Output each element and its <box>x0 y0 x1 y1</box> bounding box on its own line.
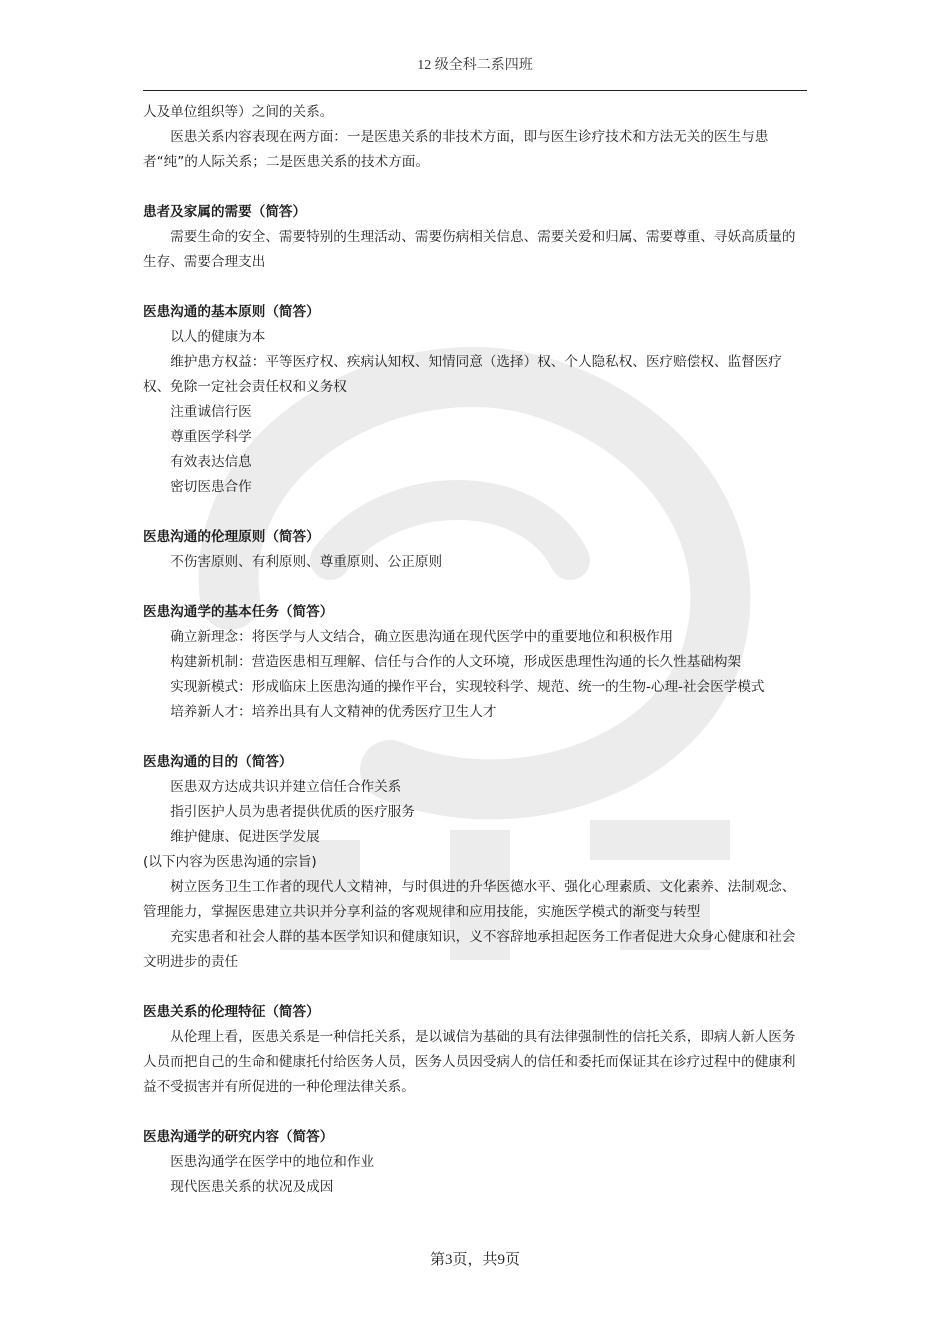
section-heading: 患者及家属的需要（简答） <box>143 204 307 220</box>
body-paragraph: 树立医务卫生工作者的现代人文精神，与时俱进的升华医德水平、强化心理素质、文化素养、法制观念、管理能力，掌握医患建立共识并分享利益的客观规律和应用技能，实施医学模式的渐变与转型 <box>143 879 796 920</box>
body-paragraph: 医患双方达成共识并建立信任合作关系 <box>170 779 402 795</box>
document-body <box>143 100 809 1200</box>
section-heading: 医患沟通学的基本任务（简答） <box>143 604 334 620</box>
body-paragraph: 指引医护人员为患者提供优质的医疗服务 <box>170 804 415 820</box>
body-text: (以下内容为医患沟通的宗旨) <box>143 854 317 870</box>
body-paragraph: 医患沟通学在医学中的地位和作业 <box>170 1154 375 1170</box>
body-paragraph: 构建新机制：营造医患相互理解、信任与合作的人文环境，形成医患理性沟通的长久性基础构架 <box>170 654 742 670</box>
body-text: 人及单位组织等）之间的关系。 <box>143 104 334 120</box>
section-heading: 医患沟通的基本原则（简答） <box>143 304 320 320</box>
body-paragraph: 尊重医学科学 <box>170 429 252 445</box>
body-paragraph: 不伤害原则、有利原则、尊重原则、公正原则 <box>170 554 443 570</box>
page-number: 第3页，共9页 <box>429 1252 520 1268</box>
body-paragraph: 培养新人才：培养出具有人文精神的优秀医疗卫生人才 <box>170 704 497 720</box>
body-paragraph: 充实患者和社会人群的基本医学知识和健康知识，义不容辞地承担起医务工作者促进大众身心健康和社会文明进步的责任 <box>143 929 796 970</box>
body-paragraph: 确立新理念：将医学与人文结合，确立医患沟通在现代医学中的重要地位和积极作用 <box>170 629 674 645</box>
body-paragraph: 从伦理上看，医患关系是一种信托关系，是以诚信为基础的具有法律强制性的信托关系，即病人新人医务人员而把自己的生命和健康托付给医务人员，医务人员因受病人的信任和委托而保证其在诊疗过程中的健康利益不受损害并有所促进的一种伦理法律关系。 <box>143 1029 796 1095</box>
body-paragraph: 注重诚信行医 <box>170 404 252 420</box>
section-heading: 医患沟通学的研究内容（简答） <box>143 1129 334 1145</box>
section-heading: 医患沟通的伦理原则（简答） <box>143 529 320 545</box>
page-header <box>143 54 807 91</box>
body-paragraph: 以人的健康为本 <box>170 329 266 345</box>
body-paragraph: 维护健康、促进医学发展 <box>170 829 320 845</box>
page-footer <box>0 1248 950 1269</box>
body-paragraph: 现代医患关系的状况及成因 <box>170 1179 334 1195</box>
header-title: 12 级全科二系四班 <box>417 58 533 73</box>
body-paragraph: 医患关系内容表现在两方面：一是医患关系的非技术方面，即与医生诊疗技术和方法无关的医生与患者“纯”的人际关系；二是医患关系的技术方面。 <box>143 129 769 170</box>
body-paragraph: 维护患方权益：平等医疗权、疾病认知权、知情同意（选择）权、个人隐私权、医疗赔偿权、监督医疗权、免除一定社会责任权和义务权 <box>143 354 782 395</box>
section-heading: 医患沟通的目的（简答） <box>143 754 293 770</box>
body-paragraph: 实现新模式：形成临床上医患沟通的操作平台，实现较科学、规范、统一的生物-心理-社会医学模式 <box>170 679 765 695</box>
body-paragraph: 需要生命的安全、需要特别的生理活动、需要伤病相关信息、需要关爱和归属、需要尊重、寻妖高质量的生存、需要合理支出 <box>143 229 796 270</box>
body-paragraph: 有效表达信息 <box>170 454 252 470</box>
section-heading: 医患关系的伦理特征（简答） <box>143 1004 320 1020</box>
body-paragraph: 密切医患合作 <box>170 479 252 495</box>
